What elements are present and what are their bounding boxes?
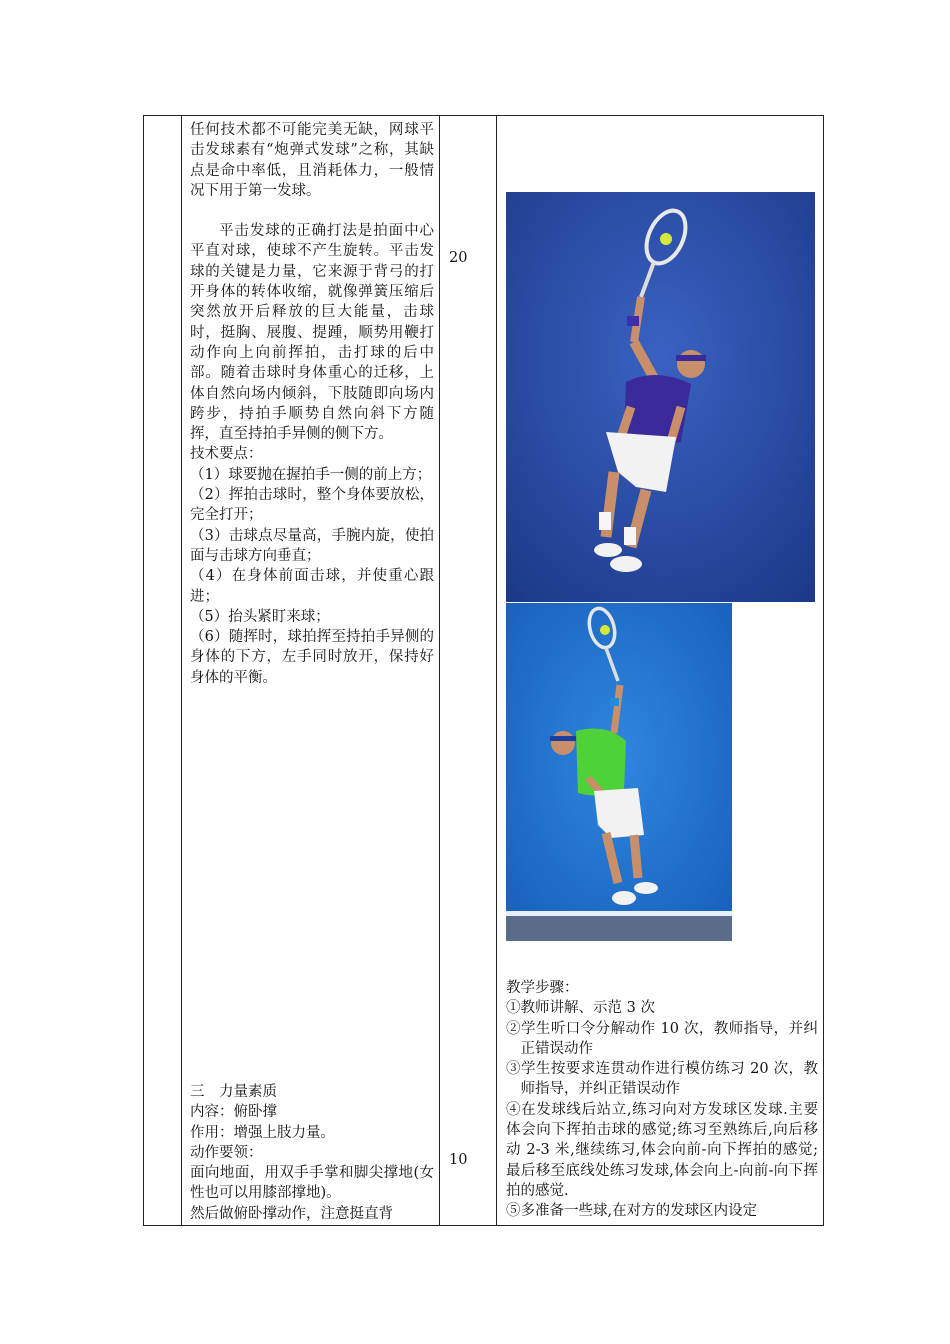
section-title: 三 力量素质 <box>190 1084 277 1100</box>
step-item: ①教师讲解、示范 3 次 <box>506 1000 655 1017</box>
column-divider <box>181 116 182 1225</box>
essentials-title: 动作要领： <box>190 1144 263 1161</box>
time-minutes: 10 <box>449 1152 468 1168</box>
lesson-table <box>143 115 824 1226</box>
step-item: ④在发球线后站立,练习向对方发球区发球.主要体会向下挥拍击球的感觉;练习至熟练后,向后移动 2-3 米,继续练习,体会向前-向下挥拍的感觉;最后移至底线处练习发球,体会向上-向前-向下挥拍的感觉. <box>506 1101 818 1199</box>
essentials-text: 然后做俯卧撑动作，注意挺直背 <box>190 1205 393 1222</box>
column-divider <box>439 116 440 1225</box>
serve-method-paragraph: 平击发球的正确打法是拍面中心平直对球，使球不产生旋转。平击发球的关键是力量，它来源于背弓的打开身体的转体收缩，就像弹簧压缩后突然放开后释放的巨大能量，击球时，挺胸、展腹、提踵，顺势用鞭打动作向上向前挥拍，击打球的后中部。随着击球时身体重心的迁移，上体自然向场内倾斜，下肢随即向场内跨步，持拍手顺势自然向斜下方随挥，直至持拍手异侧的侧下方。 <box>190 223 434 443</box>
time-minutes: 20 <box>449 250 468 266</box>
key-point-item: （4）在身体前面击球，并使重心跟进； <box>190 568 434 605</box>
serve-intro-paragraph: 任何技术都不可能完美无缺，网球平击发球素有“炮弹式发球”之称，其缺点是命中率低，且消耗体力，一般情况下用于第一发球。 <box>190 122 434 199</box>
teaching-steps <box>506 978 818 1222</box>
key-points-title: 技术要点： <box>190 446 263 463</box>
step-item: ②学生听口令分解动作 10 次，教师指导，并纠正错误动作 <box>506 1020 818 1057</box>
column-divider <box>496 116 497 1225</box>
exercise-content: 内容：俯卧撑 <box>190 1104 277 1121</box>
step-item: ⑤多准备一些球,在对方的发球区内设定 <box>506 1203 758 1220</box>
key-point-item: （5）抬头紧盯来球； <box>190 608 330 625</box>
nadal-serve-photo <box>506 603 732 941</box>
key-point-item: （1）球要抛在握拍手一侧的前上方； <box>190 466 432 483</box>
technique-text-block <box>190 120 434 688</box>
key-point-item: （3）击球点尽量高，手腕内旋，使拍面与击球方向垂直； <box>190 527 434 564</box>
exercise-effect: 作用：增强上肢力量。 <box>190 1124 335 1141</box>
federer-serve-photo <box>506 192 815 602</box>
key-point-item: （2）挥拍击球时，整个身体要放松，完全打开； <box>190 487 434 524</box>
strength-section <box>190 1082 434 1224</box>
essentials-text: 面向地面，用双手手掌和脚尖撑地(女性也可以用膝部撑地)。 <box>190 1165 434 1202</box>
key-point-item: （6）随挥时，球拍挥至持拍手异侧的身体的下方，左手同时放开，保持好身体的平衡。 <box>190 629 434 686</box>
step-item: ③学生按要求连贯动作进行模仿练习 20 次，教师指导，并纠正错误动作 <box>506 1061 818 1098</box>
steps-title: 教学步骤： <box>506 980 579 996</box>
